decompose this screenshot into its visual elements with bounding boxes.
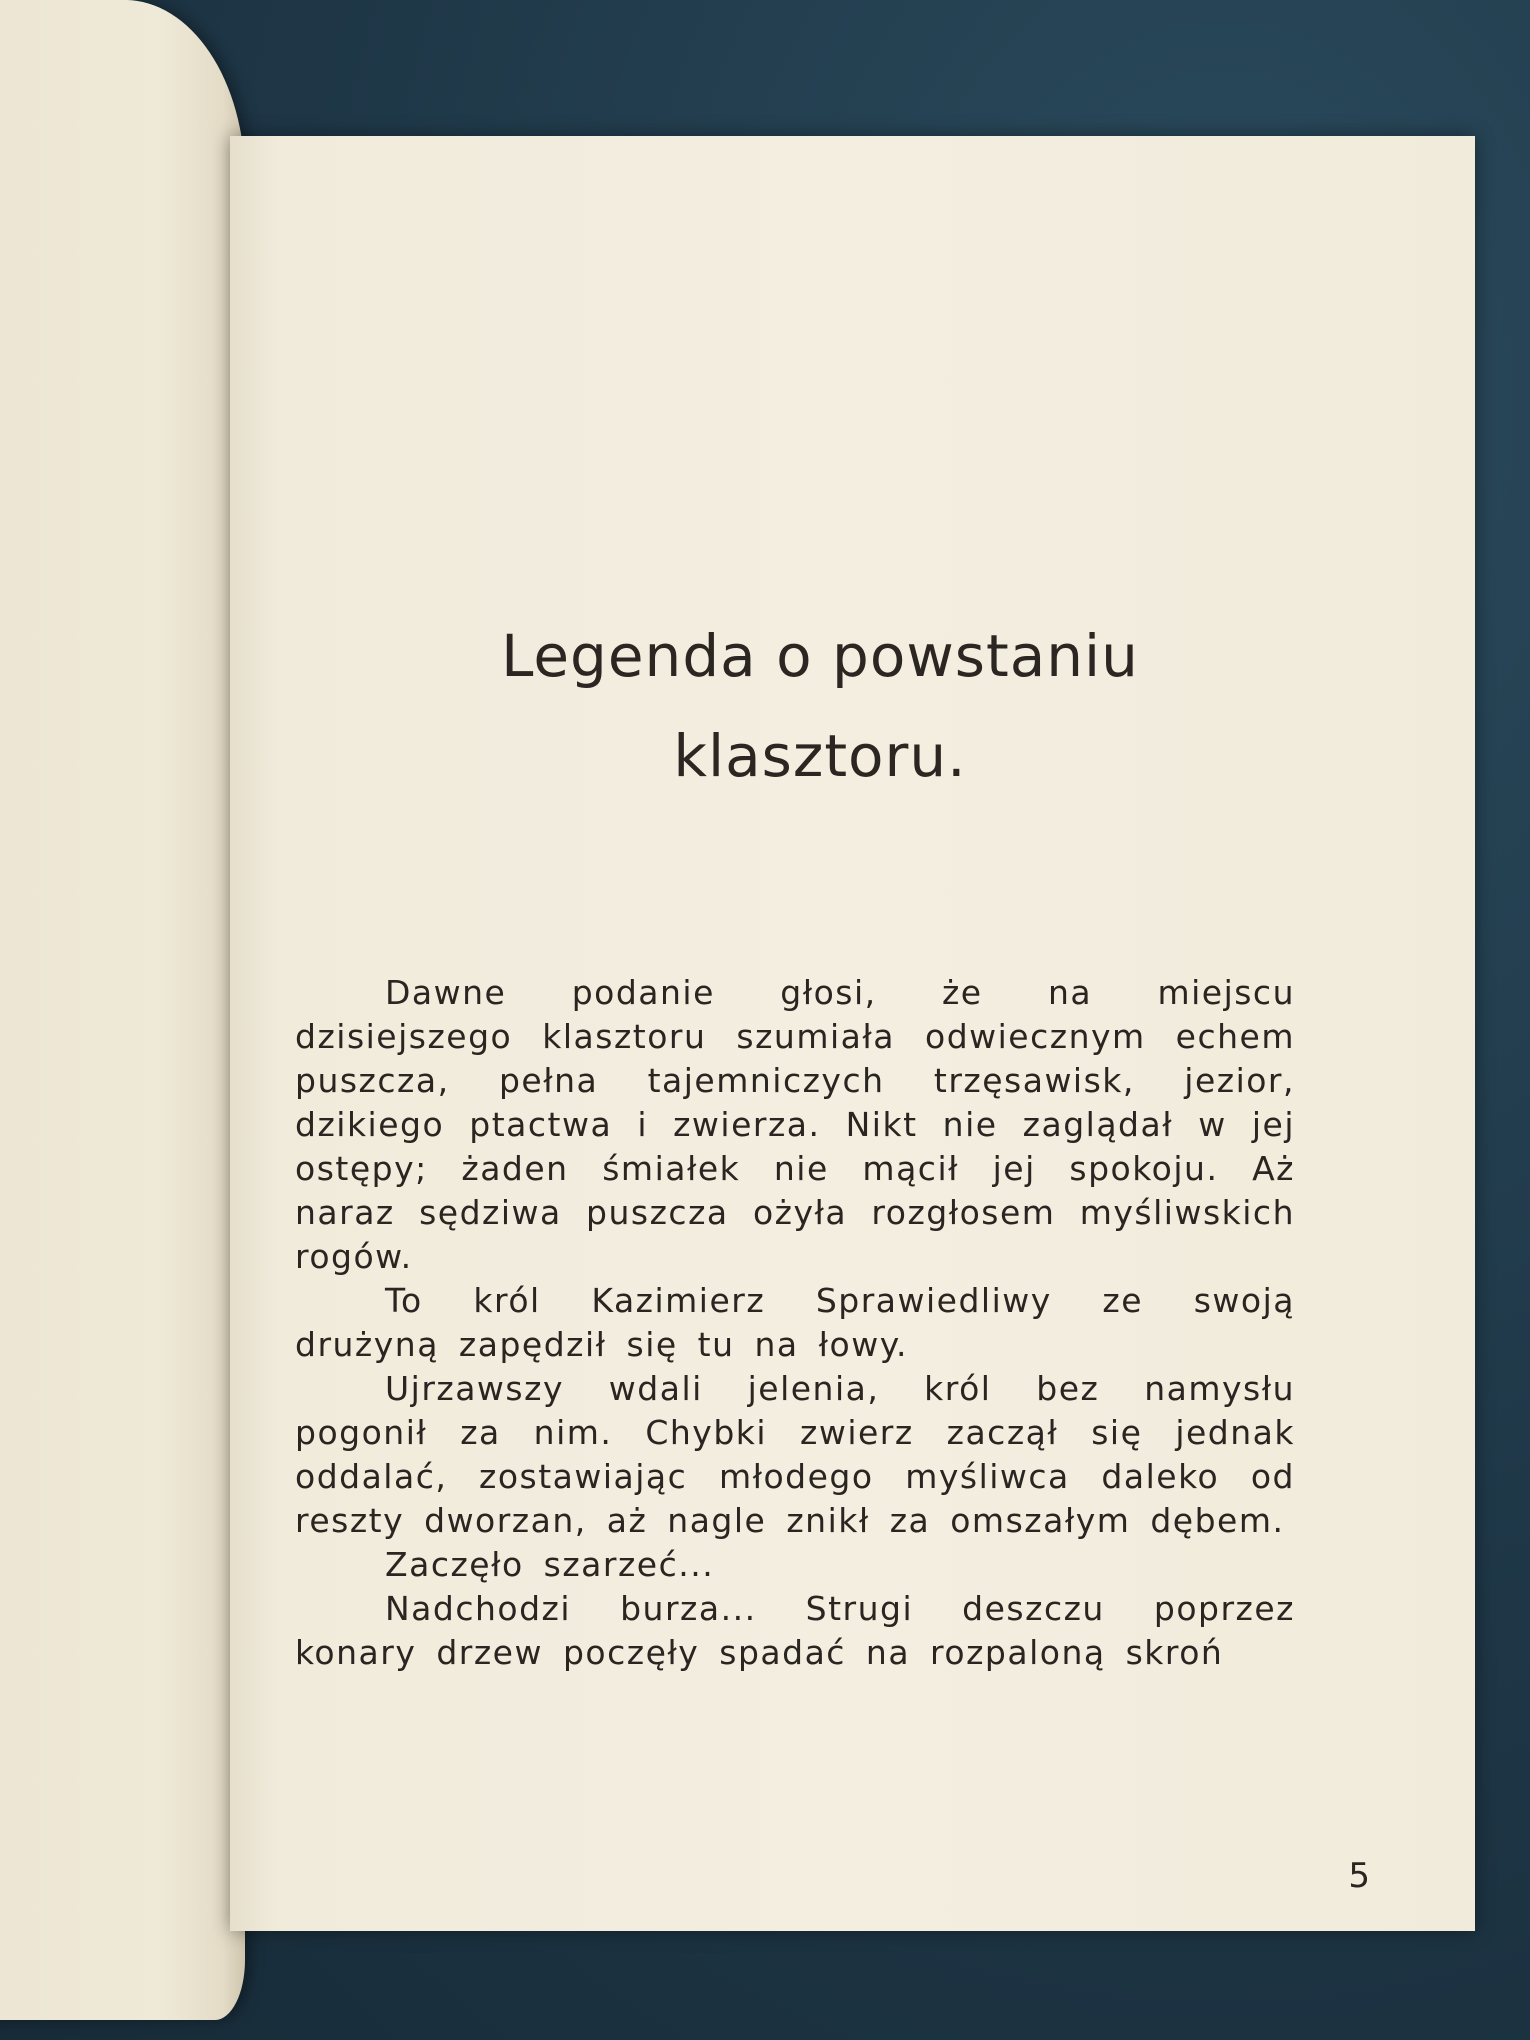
body-text <box>295 971 1295 1675</box>
paragraph: To król Kazimierz Sprawiedliwy ze swoją drużyną zapędził się tu na łowy. <box>295 1281 1295 1364</box>
book-page <box>230 136 1475 1931</box>
paragraph: Nadchodzi burza... Strugi deszczu poprzez konary drzew poczęły spadać na rozpaloną skroń <box>295 1589 1295 1672</box>
chapter-title <box>295 606 1345 806</box>
paragraph: Ujrzawszy wdali jelenia, król bez namysłu pogonił za nim. Chybki zwierz zaczął się jednak oddalać, zostawiając młodego myśliwca daleko od reszty dworzan, aż nagle znikł za omszałym dębem. <box>295 1369 1295 1540</box>
paragraph: Dawne podanie głosi, że na miejscu dzisiejszego klasztoru szumiała odwiecznym echem puszcza, pełna tajemniczych trzęsawisk, jezior, dzikiego ptactwa i zwierza. Nikt nie zaglądał w jej ostępy; żaden śmiałek nie mącił jej spokoju. Aż naraz sędziwa puszcza ożyła rozgłosem myśliwskich rogów. <box>295 973 1295 1276</box>
chapter-title-line-1: Legenda o powstaniu <box>501 622 1139 690</box>
paragraph: Zaczęło szarzeć... <box>385 1545 715 1584</box>
page-number: 5 <box>1348 1856 1370 1896</box>
chapter-title-line-2: klasztoru. <box>673 722 967 790</box>
left-facing-page <box>0 0 245 2020</box>
